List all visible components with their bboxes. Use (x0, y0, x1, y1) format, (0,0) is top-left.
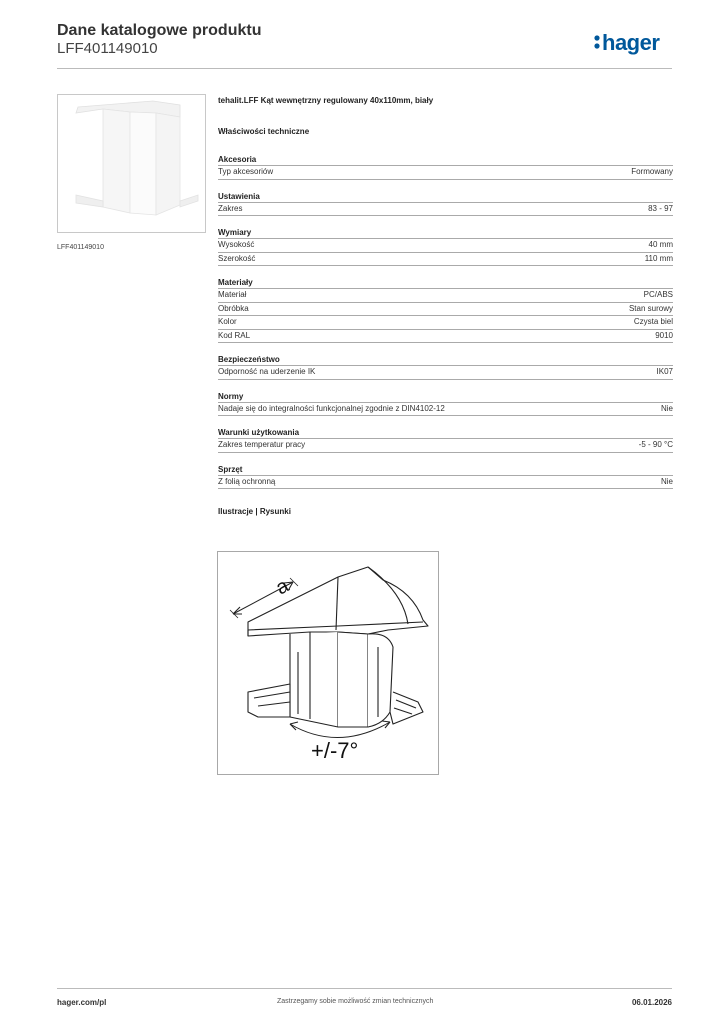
section-title: Normy (218, 392, 673, 403)
product-title: tehalit.LFF Kąt wewnętrzny regulowany 40x110mm, biały (218, 96, 434, 105)
spec-row (218, 239, 673, 253)
spec-value: 110 mm (644, 253, 673, 263)
thumbnail-caption: LFF401149010 (57, 244, 104, 251)
spec-section (218, 392, 673, 417)
spec-value: PC/ABS (643, 290, 673, 299)
spec-value: -5 - 90 °C (638, 440, 673, 449)
dimension-label-a: a (272, 574, 293, 600)
spec-label: Kolor (218, 317, 237, 326)
spec-value: 83 - 97 (648, 203, 673, 213)
technical-drawing (217, 551, 439, 775)
spec-row (218, 403, 673, 417)
spec-section (218, 428, 673, 453)
section-title: Bezpieczeństwo (218, 355, 673, 366)
spec-row (218, 303, 673, 317)
spec-label: Wysokość (218, 240, 255, 249)
spec-label: Szerokość (218, 253, 256, 263)
spec-label: Z folią ochronną (218, 476, 276, 486)
header-divider (57, 68, 672, 69)
spec-row (218, 439, 673, 453)
spec-section (218, 465, 673, 490)
hager-logo[interactable] (593, 27, 675, 57)
spec-label: Obróbka (218, 303, 249, 313)
spec-row (218, 316, 673, 330)
spec-label: Typ akcesoriów (218, 167, 274, 176)
spec-value: 40 mm (648, 240, 673, 249)
spec-label: Odporność na uderzenie IK (218, 367, 316, 376)
illustrations-heading: Ilustracje | Rysunki (218, 507, 291, 516)
footer-disclaimer: Zastrzegamy sobie możliwość zmian technicznych (277, 998, 434, 1005)
spec-value: Czysta biel (633, 317, 673, 326)
spec-row (218, 366, 673, 380)
spec-label: Nadaje się do integralności funkcjonalnej zgodnie z DIN4102-12 (218, 403, 445, 413)
section-title: Wymiary (218, 228, 673, 239)
spec-label: Zakres (218, 203, 243, 213)
spec-value: Nie (660, 476, 673, 486)
spec-label: Zakres temperatur pracy (218, 440, 306, 449)
spec-section (218, 228, 673, 266)
section-title: Akcesoria (218, 155, 673, 166)
spec-row (218, 330, 673, 344)
footer-date: 06.01.2026 (631, 998, 672, 1007)
product-code: LFF401149010 (57, 40, 158, 57)
section-title: Sprzęt (218, 465, 673, 476)
spec-section (218, 278, 673, 343)
spec-label: Materiał (218, 290, 247, 299)
spec-section (218, 192, 673, 217)
section-title: Ustawienia (218, 192, 673, 203)
spec-row (218, 476, 673, 490)
spec-row (218, 166, 673, 180)
product-thumbnail (57, 94, 206, 233)
spec-row (218, 253, 673, 267)
spec-section (218, 355, 673, 380)
spec-row (218, 203, 673, 217)
spec-value: Formowany (631, 167, 673, 176)
angle-label: +/-7° (311, 738, 359, 763)
spec-section (218, 155, 673, 180)
section-title: Materiały (218, 278, 673, 289)
spec-content (218, 96, 673, 516)
svg-text:hager: hager (602, 30, 660, 55)
document-title: Dane katalogowe produktu (57, 22, 262, 39)
footer-divider (57, 988, 672, 989)
spec-value: Stan surowy (628, 303, 673, 313)
spec-heading: Właściwości techniczne (218, 127, 310, 136)
spec-value: Nie (660, 403, 673, 413)
spec-value: IK07 (656, 367, 673, 376)
footer-website-link[interactable]: hager.com/pl (57, 998, 107, 1007)
spec-row (218, 289, 673, 303)
spec-sections (218, 155, 673, 489)
section-title: Warunki użytkowania (218, 428, 673, 439)
spec-value: 9010 (655, 330, 673, 340)
spec-label: Kod RAL (218, 330, 251, 340)
